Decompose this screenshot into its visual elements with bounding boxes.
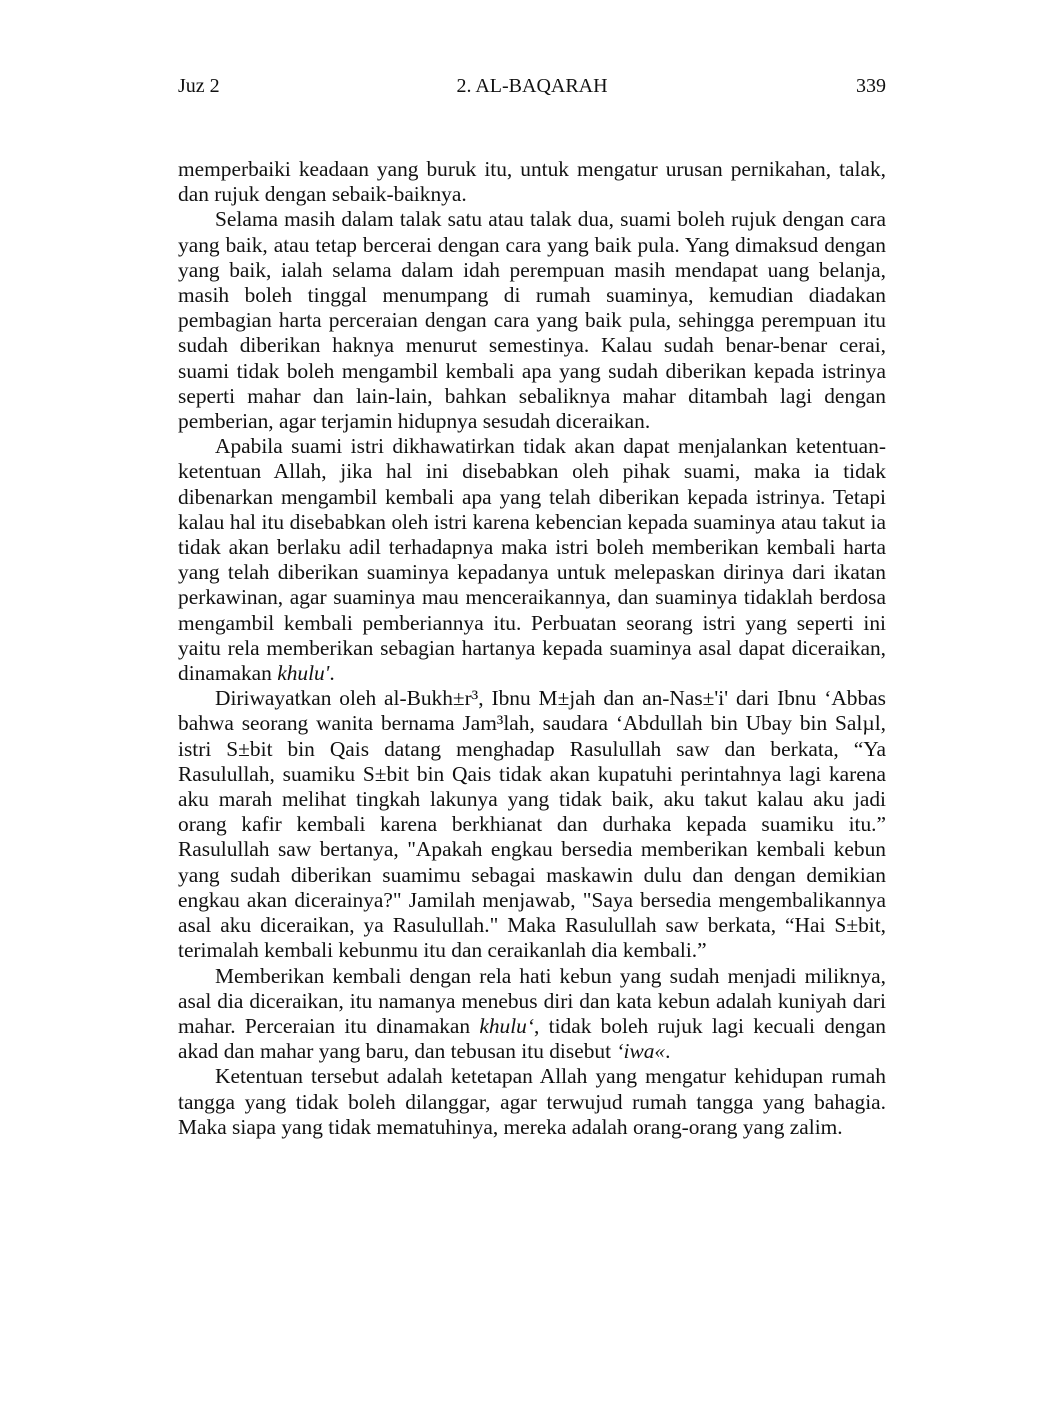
running-header [178, 71, 886, 101]
term-iwad: ‘iwa« [616, 1039, 666, 1064]
paragraph-5-middle: , tidak boleh rujuk lagi kecuali dengan akad dan mahar yang baru, dan tebusan itu disebut [178, 1013, 887, 1064]
paragraph-1: memperbaiki keadaan yang buruk itu, untuk mengatur urusan pernikahan, talak, dan rujuk dengan sebaik-baiknya. [178, 157, 886, 207]
paragraph-2: Selama masih dalam talak satu atau talak dua, suami boleh rujuk dengan cara yang baik, atau tetap bercerai dengan cara yang baik pula. Yang dimaksud dengan yang baik, ialah selama dalam idah perempuan masih mendapat uang belanja, masih boleh tinggal menumpang di rumah suaminya, kemudian diadakan pembagian harta perceraian dengan cara yang baik pula, sehingga perempuan itu sudah diberikan haknya menurut semestinya. Kalau sudah benar-benar cerai, suami tidak boleh mengambil kembali apa yang sudah diberikan kepada istrinya seperti mahar dan lain-lain, bahkan sebaliknya mahar ditambah lagi dengan pemberian, agar terjamin hidupnya sesudah diceraikan. [178, 207, 886, 434]
page-number: 339 [856, 75, 886, 97]
paragraph-3-text: Apabila suami istri dikhawatirkan tidak akan dapat menjalankan ketentuan-ketentuan Allah, jika hal ini disebabkan oleh pihak suami, maka ia tidak dibenarkan mengambil kembali apa yang telah diberikan kepada istrinya. Tetapi kalau hal itu disebabkan oleh istri karena kebencian kepada suaminya atau takut ia tidak akan berlaku adil terhadapnya maka istri boleh memberikan kembali harta yang telah diberikan suaminya kepadanya untuk melepaskan dirinya dari ikatan perkawinan, agar suaminya mau menceraikannya, dan suaminya tidaklah berdosa mengambil kembali pemberiannya itu. Perbuatan seorang istri yang seperti ini yaitu rela memberikan sebagian hartanya kepada suaminya asal dapat diceraikan, dinamakan [178, 434, 886, 686]
term-khulu-2: khulu‘ [479, 1013, 535, 1038]
paragraph-5 [178, 964, 886, 1065]
body-text [178, 157, 886, 1140]
paragraph-3 [178, 434, 886, 686]
paragraph-6: Ketentuan tersebut adalah ketetapan Allah yang mengatur kehidupan rumah tangga yang tidak boleh dilanggar, agar terwujud rumah tangga yang bahagia. Maka siapa yang tidak mematuhinya, mereka adalah orang-orang yang zalim. [178, 1064, 886, 1139]
term-khulu: khulu' [277, 661, 330, 686]
paragraph-4: Diriwayatkan oleh al-Bukh±r³, Ibnu M±jah dan an-Nas±'i' dari Ibnu ‘Abbas bahwa seorang wanita bernama Jam³lah, saudara ‘Abdullah bin Ubay bin Salµl, istri S±bit bin Qais datang menghadap Rasulullah saw dan berkata, “Ya Rasulullah, suamiku S±bit bin Qais tidak akan kupatuhi perintahnya lagi karena aku marah melihat tingkah lakunya yang tidak baik, aku takut kalau aku jadi orang kafir kembali karena berkhianat dan durhaka kepada suamiku itu.” Rasulullah saw bertanya, "Apakah engkau bersedia memberikan kembali kebun yang sudah diberikan suamimu sebagai maskawin dulu dan dengan demikian engkau akan dicerainya?" Jamilah menjawab, "Saya bersedia mengembalikannya asal aku diceraikan, ya Rasulullah." Maka Rasulullah saw berkata, “Hai S±bit, terimalah kembali kebunmu itu dan ceraikanlah dia kembali.” [178, 686, 886, 963]
juz-label: Juz 2 [178, 75, 220, 97]
paragraph-3-end: . [329, 661, 335, 686]
paragraph-5-end: . [665, 1039, 671, 1064]
paragraph-5-text: Memberikan kembali dengan rela hati kebun yang sudah menjadi miliknya, asal dia diceraikan, itu namanya menebus diri dan kata kebun adalah kuniyah dari mahar. Perceraian itu dinamakan [178, 963, 886, 1038]
chapter-title: 2. AL-BAQARAH [456, 75, 608, 97]
